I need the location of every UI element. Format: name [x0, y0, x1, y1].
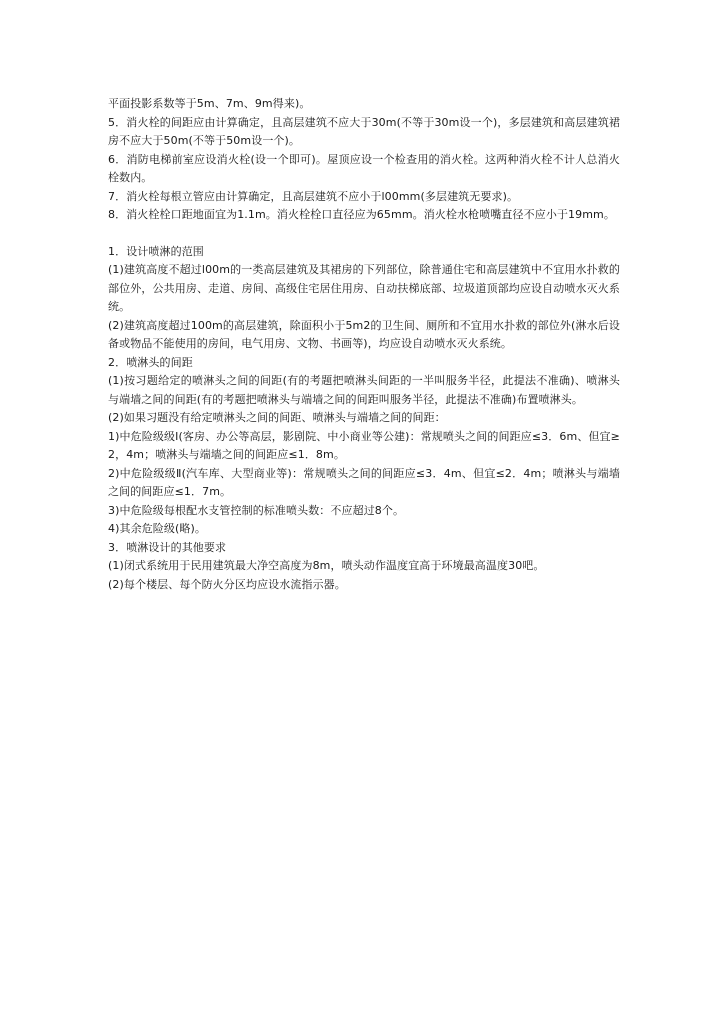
paragraph-spacing-2: (2)如果习题没有给定喷淋头之间的间距、喷淋头与端墙之间的间距： — [108, 411, 446, 424]
paragraph-riser-size: 7．消火栓每根立管应由计算确定，且高层建筑不应小于l00mm(多层建筑无要求)。 — [108, 189, 519, 203]
paragraph-hazard-1: 1)中危险级级Ⅰ(客房、办公等高层，影剧院、中小商业等公建)：常规喷头之间的间距应≤3．6m、但宜≥2，4m；喷淋头与端墙之间的间距应≤1．8m。 — [108, 429, 620, 461]
paragraph-requirement-2: (2)每个楼层、每个防火分区均应设水流指示器。 — [108, 577, 346, 591]
paragraph-scope-2: (2)建筑高度超过100m的高层建筑，除面积小于5m2的卫生间、厕所和不宜用水扑救的部位外(淋水后设备或物品不能使用的房间，电气用房、文物、书画等)，均应设自动喷水灭火系统。 — [108, 318, 620, 350]
paragraph-projection-note: 平面投影系数等于5m、7m、9m得来)。 — [108, 97, 311, 110]
paragraph-spacer — [108, 225, 620, 243]
heading-other-requirements: 3．喷淋设计的其他要求 — [108, 540, 227, 554]
heading-sprinkler-spacing: 2．喷淋头的间距 — [108, 355, 193, 369]
paragraph-requirement-1: (1)闭式系统用于民用建筑最大净空高度为8m，喷头动作温度宜高于环境最高温度30吧。 — [108, 559, 545, 572]
paragraph-hydrant-spacing: 5．消火栓的间距应由计算确定，且高层建筑不应大于30m(不等于30m设一个)，多层建筑和高层建筑裙房不应大于50m(不等于50m设一个)。 — [108, 115, 620, 147]
paragraph-hydrant-outlet: 8．消火栓栓口距地面宜为1.1m。消火栓栓口直径应为65mm。消火栓水枪喷嘴直径不应小于19mm。 — [108, 208, 615, 221]
heading-sprinkler-scope: 1．设计喷淋的范围 — [108, 244, 204, 258]
paragraph-spacing-1: (1)按习题给定的喷淋头之间的间距(有的考题把喷淋头间距的一半叫服务半径，此提法不准确)、喷淋头与端墙之间的间距(有的考题把喷淋头与端墙之间的间距叫服务半径，此提法不准确)布置喷淋头。 — [108, 374, 620, 406]
document-page — [108, 95, 620, 594]
paragraph-hazard-3: 3)中危险级每根配水支管控制的标准喷头数：不应超过8个。 — [108, 503, 405, 517]
paragraph-hazard-other: 4)其余危险级(略)。 — [108, 522, 206, 535]
paragraph-scope-1: (1)建筑高度不超过l00m的一类高层建筑及其裙房的下列部位，除普通住宅和高层建筑中不宜用水扑救的部位外，公共用房、走道、房间、高级住宅居住用房、自动扶梯底部、垃圾道顶部均应设自动喷水灭火系统。 — [108, 263, 620, 313]
paragraph-hazard-2: 2)中危险级级Ⅱ(汽车库、大型商业等)：常规喷头之间的间距应≤3．4m、但宜≤2．4m；喷淋头与端墙之间的间距应≤1．7m。 — [108, 466, 620, 498]
paragraph-elevator-hydrant: 6．消防电梯前室应设消火栓(设一个即可)。屋顶应设一个检查用的消火栓。这两种消火栓不计人总消火栓数内。 — [108, 152, 620, 184]
